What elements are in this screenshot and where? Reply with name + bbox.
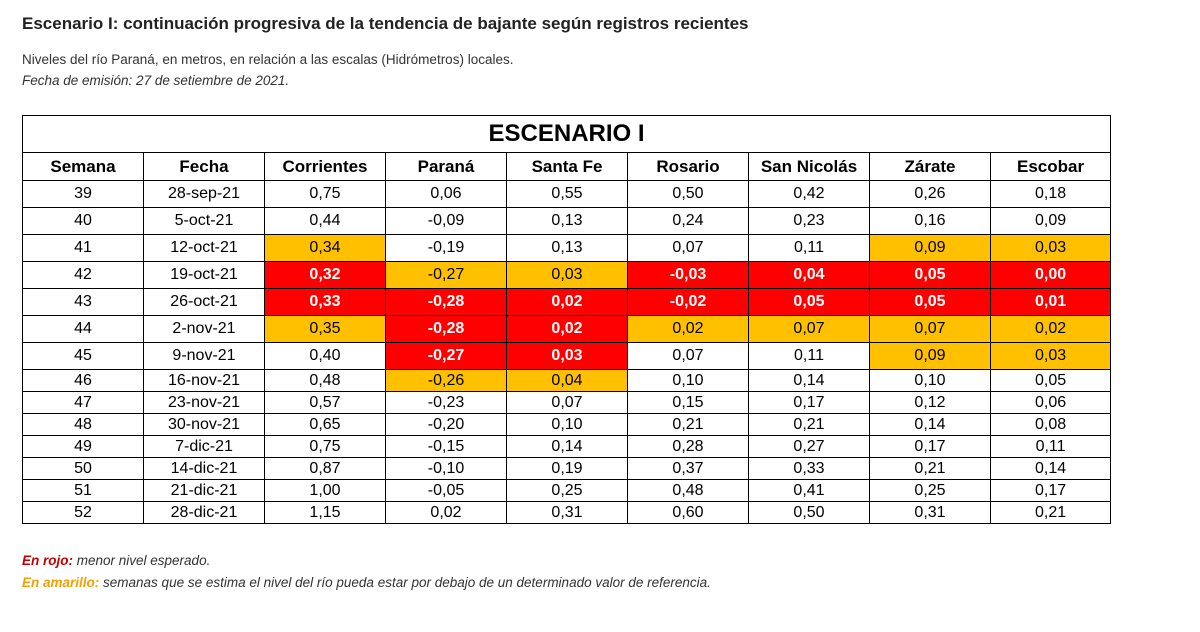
table-cell: 0,13 bbox=[507, 208, 628, 235]
table-cell: 0,21 bbox=[870, 458, 991, 480]
table-cell: 28-dic-21 bbox=[144, 502, 265, 524]
table-cell: 5-oct-21 bbox=[144, 208, 265, 235]
table-cell: 0,03 bbox=[991, 235, 1111, 262]
table-cell: 0,03 bbox=[507, 262, 628, 289]
table-cell: 0,02 bbox=[628, 316, 749, 343]
table-cell: 0,60 bbox=[628, 502, 749, 524]
table-cell: 0,13 bbox=[507, 235, 628, 262]
table-cell: 0,50 bbox=[749, 502, 870, 524]
table-cell: 0,44 bbox=[265, 208, 386, 235]
table-cell: 0,07 bbox=[507, 392, 628, 414]
table-cell: 0,09 bbox=[870, 343, 991, 370]
table-cell: 0,07 bbox=[628, 235, 749, 262]
table-row bbox=[23, 262, 1111, 289]
column-header: Fecha bbox=[144, 153, 265, 181]
table-cell: 0,02 bbox=[507, 316, 628, 343]
table-cell: 9-nov-21 bbox=[144, 343, 265, 370]
table-cell: 0,65 bbox=[265, 414, 386, 436]
table-cell: -0,20 bbox=[386, 414, 507, 436]
table-row bbox=[23, 235, 1111, 262]
table-row bbox=[23, 208, 1111, 235]
table-cell: 0,03 bbox=[991, 343, 1111, 370]
table-cell: 0,17 bbox=[991, 480, 1111, 502]
legend-yellow-text: semanas que se estima el nivel del río pueda estar por debajo de un determinado valor de referencia. bbox=[99, 575, 711, 590]
table-cell: 40 bbox=[23, 208, 144, 235]
table-cell: 0,21 bbox=[991, 502, 1111, 524]
table-cell: 14-dic-21 bbox=[144, 458, 265, 480]
table-row bbox=[23, 289, 1111, 316]
table-cell: 0,04 bbox=[507, 370, 628, 392]
table-cell: 0,10 bbox=[507, 414, 628, 436]
table-cell: 1,00 bbox=[265, 480, 386, 502]
column-header: Paraná bbox=[386, 153, 507, 181]
table-cell: 1,15 bbox=[265, 502, 386, 524]
table-cell: 0,41 bbox=[749, 480, 870, 502]
table-cell: 0,09 bbox=[991, 208, 1111, 235]
table-cell: 0,19 bbox=[507, 458, 628, 480]
table-cell: 0,00 bbox=[991, 262, 1111, 289]
table-cell: 0,09 bbox=[870, 235, 991, 262]
issue-date: Fecha de emisión: 27 de setiembre de 2021. bbox=[22, 73, 290, 88]
table-cell: 28-sep-21 bbox=[144, 181, 265, 208]
table-cell: 0,18 bbox=[991, 181, 1111, 208]
table-cell: 0,75 bbox=[265, 436, 386, 458]
table-cell: 51 bbox=[23, 480, 144, 502]
table-cell: 7-dic-21 bbox=[144, 436, 265, 458]
table-cell: 0,07 bbox=[870, 316, 991, 343]
table-cell: 0,26 bbox=[870, 181, 991, 208]
table-cell: 45 bbox=[23, 343, 144, 370]
table-cell: 0,87 bbox=[265, 458, 386, 480]
table-row bbox=[23, 502, 1111, 524]
table-cell: 0,21 bbox=[749, 414, 870, 436]
table-cell: 0,55 bbox=[507, 181, 628, 208]
column-header: Corrientes bbox=[265, 153, 386, 181]
table-cell: 0,27 bbox=[749, 436, 870, 458]
table-cell: 0,11 bbox=[749, 235, 870, 262]
table-cell: 2-nov-21 bbox=[144, 316, 265, 343]
table-cell: 0,50 bbox=[628, 181, 749, 208]
table-cell: 0,21 bbox=[628, 414, 749, 436]
table-cell: 0,17 bbox=[749, 392, 870, 414]
table-cell: -0,02 bbox=[628, 289, 749, 316]
table-cell: 0,14 bbox=[870, 414, 991, 436]
table-cell: 0,02 bbox=[991, 316, 1111, 343]
table-cell: -0,26 bbox=[386, 370, 507, 392]
table-cell: 0,02 bbox=[507, 289, 628, 316]
table-cell: 46 bbox=[23, 370, 144, 392]
table-cell: -0,15 bbox=[386, 436, 507, 458]
table-cell: 0,14 bbox=[749, 370, 870, 392]
table-cell: 0,48 bbox=[628, 480, 749, 502]
table-cell: 47 bbox=[23, 392, 144, 414]
table-cell: 0,01 bbox=[991, 289, 1111, 316]
table-cell: 0,07 bbox=[628, 343, 749, 370]
table-cell: 0,05 bbox=[991, 370, 1111, 392]
table-cell: 0,25 bbox=[870, 480, 991, 502]
table-cell: 26-oct-21 bbox=[144, 289, 265, 316]
table-cell: 12-oct-21 bbox=[144, 235, 265, 262]
table-cell: 19-oct-21 bbox=[144, 262, 265, 289]
table-cell: 0,31 bbox=[870, 502, 991, 524]
table-cell: 0,31 bbox=[507, 502, 628, 524]
table-cell: 0,06 bbox=[386, 181, 507, 208]
table-cell: 0,37 bbox=[628, 458, 749, 480]
table-cell: 0,06 bbox=[991, 392, 1111, 414]
table-cell: 0,03 bbox=[507, 343, 628, 370]
scenario-table bbox=[22, 115, 1111, 524]
column-header: Rosario bbox=[628, 153, 749, 181]
table-row bbox=[23, 436, 1111, 458]
table-cell: 0,11 bbox=[991, 436, 1111, 458]
table-cell: 0,40 bbox=[265, 343, 386, 370]
table-cell: 0,25 bbox=[507, 480, 628, 502]
table-cell: 21-dic-21 bbox=[144, 480, 265, 502]
table-header-row bbox=[23, 153, 1111, 181]
page-subtitle: Niveles del río Paraná, en metros, en relación a las escalas (Hidrómetros) locales. bbox=[22, 52, 514, 67]
table-row bbox=[23, 343, 1111, 370]
table-cell: -0,19 bbox=[386, 235, 507, 262]
table-cell: 42 bbox=[23, 262, 144, 289]
table-cell: 43 bbox=[23, 289, 144, 316]
table-cell: 0,10 bbox=[628, 370, 749, 392]
table-cell: -0,09 bbox=[386, 208, 507, 235]
table-cell: -0,05 bbox=[386, 480, 507, 502]
table-cell: 23-nov-21 bbox=[144, 392, 265, 414]
table-cell: 0,12 bbox=[870, 392, 991, 414]
table-cell: 0,28 bbox=[628, 436, 749, 458]
table-cell: 0,10 bbox=[870, 370, 991, 392]
column-header: Zárate bbox=[870, 153, 991, 181]
table-cell: 50 bbox=[23, 458, 144, 480]
table-cell: 16-nov-21 bbox=[144, 370, 265, 392]
table-row bbox=[23, 370, 1111, 392]
table-row bbox=[23, 181, 1111, 208]
table-cell: 0,16 bbox=[870, 208, 991, 235]
table-cell: 0,75 bbox=[265, 181, 386, 208]
table-row bbox=[23, 316, 1111, 343]
table-cell: 0,02 bbox=[386, 502, 507, 524]
table-row bbox=[23, 480, 1111, 502]
table-cell: 0,33 bbox=[265, 289, 386, 316]
table-cell: 39 bbox=[23, 181, 144, 208]
column-header: Semana bbox=[23, 153, 144, 181]
legend-yellow bbox=[22, 575, 711, 590]
column-header: San Nicolás bbox=[749, 153, 870, 181]
table-cell: 0,05 bbox=[749, 289, 870, 316]
column-header: Escobar bbox=[991, 153, 1111, 181]
table-cell: 0,48 bbox=[265, 370, 386, 392]
table-cell: -0,27 bbox=[386, 262, 507, 289]
table-cell: 0,11 bbox=[749, 343, 870, 370]
legend-red bbox=[22, 553, 210, 568]
table-cell: 44 bbox=[23, 316, 144, 343]
table-cell: 49 bbox=[23, 436, 144, 458]
table-cell: -0,28 bbox=[386, 316, 507, 343]
table-cell: 30-nov-21 bbox=[144, 414, 265, 436]
table-cell: 48 bbox=[23, 414, 144, 436]
column-header: Santa Fe bbox=[507, 153, 628, 181]
table-cell: 0,35 bbox=[265, 316, 386, 343]
table-cell: 41 bbox=[23, 235, 144, 262]
table-cell: 0,15 bbox=[628, 392, 749, 414]
table-cell: 0,32 bbox=[265, 262, 386, 289]
table-cell: 0,14 bbox=[507, 436, 628, 458]
table-cell: -0,23 bbox=[386, 392, 507, 414]
table-banner: ESCENARIO I bbox=[23, 116, 1111, 153]
table-cell: 0,34 bbox=[265, 235, 386, 262]
table-cell: -0,27 bbox=[386, 343, 507, 370]
table-cell: 0,33 bbox=[749, 458, 870, 480]
table-row bbox=[23, 458, 1111, 480]
table-cell: 0,05 bbox=[870, 289, 991, 316]
table-cell: 0,07 bbox=[749, 316, 870, 343]
table-cell: 0,23 bbox=[749, 208, 870, 235]
table-cell: 0,42 bbox=[749, 181, 870, 208]
table-cell: 52 bbox=[23, 502, 144, 524]
table-cell: 0,24 bbox=[628, 208, 749, 235]
scenario-table-container bbox=[22, 115, 1110, 524]
table-cell: -0,28 bbox=[386, 289, 507, 316]
legend-yellow-key: En amarillo: bbox=[22, 575, 100, 590]
page-title: Escenario I: continuación progresiva de la tendencia de bajante según registros recientes bbox=[22, 14, 749, 33]
table-row bbox=[23, 414, 1111, 436]
legend-red-key: En rojo: bbox=[22, 553, 73, 568]
table-cell: 0,08 bbox=[991, 414, 1111, 436]
table-row bbox=[23, 392, 1111, 414]
legend-red-text: menor nivel esperado. bbox=[73, 553, 211, 568]
table-cell: 0,57 bbox=[265, 392, 386, 414]
table-cell: 0,05 bbox=[870, 262, 991, 289]
table-cell: -0,10 bbox=[386, 458, 507, 480]
table-cell: -0,03 bbox=[628, 262, 749, 289]
table-cell: 0,17 bbox=[870, 436, 991, 458]
table-body bbox=[23, 181, 1111, 524]
table-cell: 0,14 bbox=[991, 458, 1111, 480]
table-cell: 0,04 bbox=[749, 262, 870, 289]
